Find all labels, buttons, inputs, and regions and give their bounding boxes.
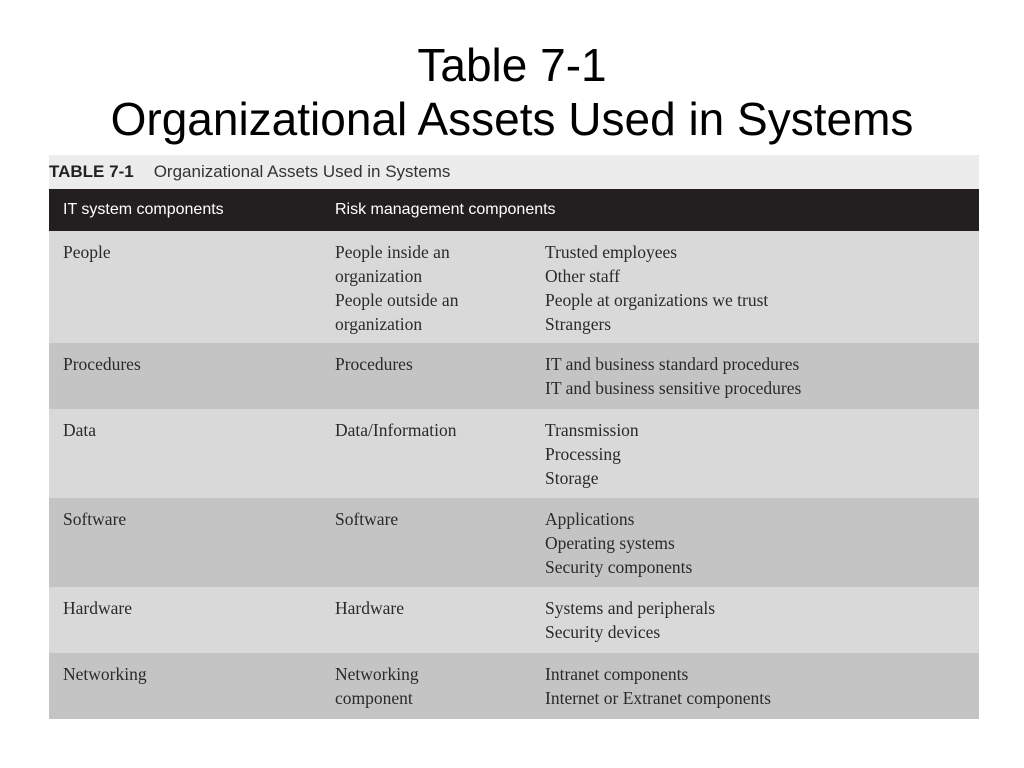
- cell-risk-component: [335, 352, 535, 376]
- cell-text-line: Security components: [545, 557, 693, 577]
- slide-title-line-2: Organizational Assets Used in Systems: [110, 93, 914, 145]
- cell-it-component: [63, 596, 323, 620]
- cell-text-line: Procedures: [335, 354, 413, 374]
- cell-risk-component: [335, 240, 535, 336]
- cell-it-component: [63, 352, 323, 376]
- cell-risk-component: [335, 596, 535, 620]
- cell-text: People: [63, 242, 111, 262]
- cell-details: [545, 662, 965, 710]
- cell-text-line: Networking: [335, 664, 419, 684]
- cell-text: Software: [63, 509, 127, 529]
- table-row: [49, 587, 979, 653]
- cell-risk-component: [335, 507, 535, 531]
- cell-text-line: Other staff: [545, 266, 620, 286]
- cell-text-line: Data/Information: [335, 420, 457, 440]
- cell-text-line: organization: [335, 266, 423, 286]
- table-body: [49, 231, 979, 719]
- cell-text-line: Systems and peripherals: [545, 598, 716, 618]
- cell-details: [545, 596, 965, 644]
- slide-title-line-1: Table 7-1: [417, 39, 607, 91]
- cell-risk-component: [335, 418, 535, 442]
- cell-text-line: Applications: [545, 509, 635, 529]
- table-row: [49, 343, 979, 409]
- cell-it-component: [63, 507, 323, 531]
- table-row: [49, 498, 979, 587]
- cell-text-line: Trusted employees: [545, 242, 678, 262]
- table-caption-text: Organizational Assets Used in Systems: [153, 162, 451, 181]
- cell-text-line: People inside an: [335, 242, 450, 262]
- cell-it-component: [63, 240, 323, 264]
- cell-details: [545, 352, 965, 400]
- cell-text-line: Processing: [545, 444, 621, 464]
- cell-risk-component: [335, 662, 535, 710]
- cell-text-line: Operating systems: [545, 533, 675, 553]
- cell-details: [545, 418, 965, 490]
- cell-text-line: Strangers: [545, 314, 612, 334]
- cell-text: Networking: [63, 664, 147, 684]
- table-caption-number: TABLE 7-1: [49, 162, 134, 181]
- cell-text-line: IT and business sensitive procedures: [545, 378, 802, 398]
- cell-text-line: People at organizations we trust: [545, 290, 769, 310]
- cell-details: [545, 507, 965, 579]
- cell-text-line: Security devices: [545, 622, 661, 642]
- cell-text-line: Hardware: [335, 598, 404, 618]
- table-caption: [49, 159, 450, 185]
- cell-text-line: organization: [335, 314, 423, 334]
- cell-text-line: People outside an: [335, 290, 459, 310]
- cell-text-line: Internet or Extranet components: [545, 688, 771, 708]
- cell-text-line: Software: [335, 509, 399, 529]
- slide-title: [0, 38, 1024, 146]
- header-it-system-components: IT system components: [63, 201, 224, 218]
- cell-text-line: component: [335, 688, 413, 708]
- table-row: [49, 409, 979, 498]
- cell-text-line: Transmission: [545, 420, 639, 440]
- cell-text: Hardware: [63, 598, 132, 618]
- table-row: [49, 231, 979, 343]
- cell-it-component: [63, 662, 323, 686]
- cell-it-component: [63, 418, 323, 442]
- cell-text-line: Storage: [545, 468, 599, 488]
- header-risk-management-components: Risk management components: [335, 201, 556, 218]
- cell-text: Data: [63, 420, 97, 440]
- cell-details: [545, 240, 965, 336]
- cell-text-line: IT and business standard procedures: [545, 354, 800, 374]
- cell-text: Procedures: [63, 354, 141, 374]
- cell-text-line: Intranet components: [545, 664, 689, 684]
- table-row: [49, 653, 979, 719]
- assets-table: [49, 155, 979, 719]
- table-header: [49, 189, 979, 231]
